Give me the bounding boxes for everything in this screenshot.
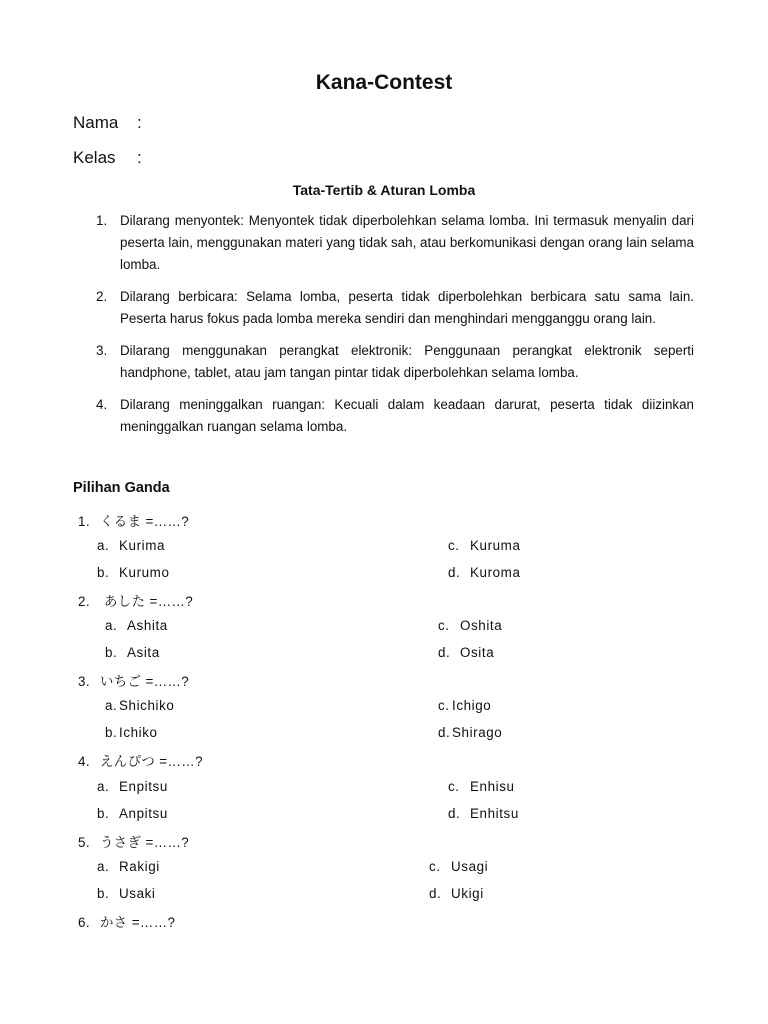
question-number: 6.: [78, 915, 90, 930]
option-5c: c. Usagi: [429, 859, 489, 874]
option-1c: c. Kuruma: [448, 538, 521, 553]
rules-title: Tata-Tertib & Aturan Lomba: [292, 182, 476, 198]
rule-number: 3.: [96, 343, 108, 358]
class-separator: :: [137, 148, 142, 167]
rule-number: 1.: [96, 213, 108, 228]
option-5a: a. Rakigi: [97, 859, 160, 874]
rule-item: [96, 210, 694, 276]
option-1d: d. Kuroma: [448, 565, 521, 580]
rule-item: [96, 340, 694, 384]
rule-text: Dilarang menyontek: Menyontek tidak diperbolehkan selama lomba. Ini termasuk menyalin dari peserta lain, menggunakan materi yang tidak sah, atau berkomunikasi dengan orang lain selama lomba.: [120, 213, 694, 272]
option-3c: c. Ichigo: [438, 698, 492, 713]
name-label: Nama: [73, 113, 119, 132]
question-text: あした =……?: [104, 594, 194, 609]
question-1: [78, 511, 189, 530]
class-field: [73, 148, 142, 168]
name-field: [73, 113, 142, 133]
rule-number: 2.: [96, 289, 108, 304]
question-text: いちご =……?: [100, 674, 190, 689]
question-number: 2.: [78, 594, 90, 609]
question-3: [78, 671, 189, 690]
option-2c: c. Oshita: [438, 618, 503, 633]
question-number: 1.: [78, 514, 90, 529]
section-title: Pilihan Ganda: [73, 480, 170, 496]
question-2: [78, 591, 193, 610]
rule-item: [96, 286, 694, 330]
option-4a: a. Enpitsu: [97, 779, 168, 794]
question-6: [78, 912, 175, 931]
question-number: 5.: [78, 835, 90, 850]
option-1b: b. Kurumo: [97, 565, 170, 580]
option-2a: a. Ashita: [105, 618, 168, 633]
question-number: 4.: [78, 754, 90, 769]
rule-text: Dilarang berbicara: Selama lomba, peserta tidak diperbolehkan berbicara satu sama lain. Peserta harus fokus pada lomba mereka sendiri dan menghindari mengganggu orang lain.: [120, 289, 694, 326]
name-separator: :: [137, 113, 142, 132]
option-4b: b. Anpitsu: [97, 806, 168, 821]
rule-number: 4.: [96, 397, 108, 412]
rule-item: [96, 394, 694, 438]
option-4d: d. Enhitsu: [448, 806, 519, 821]
option-1a: a. Kurima: [97, 538, 166, 553]
question-text: うさぎ =……?: [100, 835, 190, 850]
question-4: [78, 751, 203, 770]
option-3d: d. Shirago: [438, 725, 503, 740]
question-number: 3.: [78, 674, 90, 689]
rules-list: [96, 210, 694, 448]
document-title: Kana-Contest: [315, 71, 453, 94]
question-5: [78, 832, 189, 851]
option-5b: b. Usaki: [97, 886, 156, 901]
question-text: くるま =……?: [100, 514, 190, 529]
option-4c: c. Enhisu: [448, 779, 515, 794]
question-text: かさ =……?: [100, 915, 176, 930]
option-5d: d. Ukigi: [429, 886, 484, 901]
rule-text: Dilarang menggunakan perangkat elektronik: Penggunaan perangkat elektronik seperti handphone, tablet, atau jam tangan pintar tidak diperbolehkan selama lomba.: [120, 343, 694, 380]
option-3b: b. Ichiko: [105, 725, 158, 740]
option-3a: a. Shichiko: [105, 698, 175, 713]
option-2d: d. Osita: [438, 645, 495, 660]
class-label: Kelas: [73, 148, 116, 167]
option-2b: b. Asita: [105, 645, 160, 660]
rule-text: Dilarang meninggalkan ruangan: Kecuali dalam keadaan darurat, peserta tidak diizinkan meninggalkan ruangan selama lomba.: [120, 397, 694, 434]
question-text: えんぴつ =……?: [100, 754, 203, 769]
